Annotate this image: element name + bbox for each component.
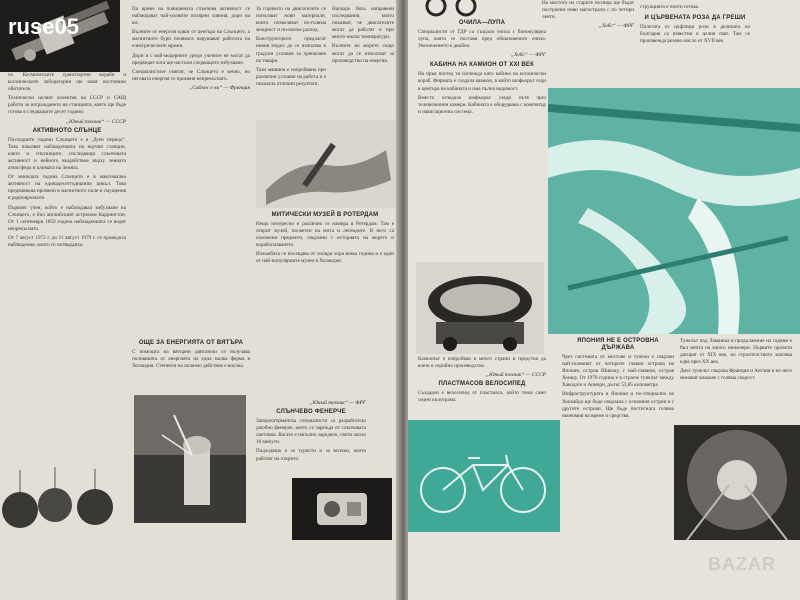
bicycle-photo [408, 420, 560, 532]
left-col3-p1: За горивото на двигателите се използват нови материали, които позволяват по-голяма мощност и по-малък разход. [256, 6, 326, 34]
right-page [408, 0, 800, 600]
tunnel-photo [674, 425, 800, 540]
right-col-5 [680, 338, 792, 383]
right-col-2 [542, 0, 634, 30]
observatory-image [134, 395, 246, 523]
heading-solar-flashlight: СЛЪНЧЕВО ФЕНЕРЧЕ [276, 409, 346, 416]
heading-truck-cabin: КАБИНА НА КАМИОН ОТ XXI ВЕК [430, 62, 534, 69]
tunnel-image [674, 425, 800, 540]
left-col2-p3: Дори и с най-модерните уреди учените не могат да предвидят кога ще настъпи следващото избухване. [132, 52, 250, 66]
right-col1-signature1: „Хобс“ — ФРГ [510, 52, 546, 59]
watermark-text: ruse05 [8, 14, 79, 39]
aerial-bridge-photo [548, 88, 800, 334]
flashlight-article [256, 400, 366, 463]
spheres-photo [0, 455, 125, 545]
wind-energy-article [132, 340, 250, 370]
bazar-logo-text: BAZAR [708, 554, 776, 574]
glasses-photo [418, 0, 486, 18]
heading-red-rose: И ЦЪРВЕНАТА РОЗА ДА ГРЕШИ [644, 15, 746, 22]
right-col5-p2: Днес тунелът свързва Франция и Англия и по него минават влакове с голяма скорост. [680, 368, 792, 382]
heading-japan: ЯПОНИЯ НЕ Е ОСТРОВНА ДЪРЖАВА [577, 338, 659, 351]
right-col-3 [640, 4, 750, 45]
right-col-1 [418, 20, 546, 116]
left-col-4 [332, 6, 394, 65]
heading-active-sun: АКТИВНОТО СЛЪНЦЕ [32, 127, 102, 134]
left-col2-p4: Специалистите смятат, че Слънцето е вечно, но неговата енергия се променя непрекъснато. [132, 68, 250, 82]
heading-plastic-bicycle: ПЛАСТМАСОВ ВЕЛОСИПЕД [438, 381, 526, 388]
heading-mythical-museum: МИТИЧЕСКИ МУЗЕЙ В РОТЕРДАМ [271, 212, 379, 218]
watermark [8, 14, 79, 40]
left-col-1 [8, 72, 126, 249]
right-col1-p5: Създаден е велосипед от пластмаса, който тежи само седем килограма. [418, 390, 546, 404]
left-col4-p2: Вълните на морето също могат да се използват за производство на енергия. [332, 43, 394, 64]
museum-article [256, 212, 394, 266]
left-col1-signature: „Юный техник“ — СССР [66, 118, 126, 125]
truck-cabin-image [416, 262, 544, 354]
left-col2-p1: По време на повишената слънчева активност се наблюдават най-силните полярни сияния, дори на юг. [132, 6, 250, 27]
left-col4-p4: Изложбата се посещава от хиляди хора всяка година и е един от най-популярните музеи в Холандия. [256, 251, 394, 265]
observatory-photo [134, 395, 246, 523]
right-col3-p1: струкцията е почти готова. [640, 4, 700, 10]
left-col1-p2: Технически целият колектив на СССР и САЩ работи за изграждането на станцията, която ще бъде готова в следващите десет години. [8, 95, 126, 116]
right-col3-p2: Полетата от цъфтящи рози в долината на България са известни в целия свят. Там се произвежда розово масло от XVII век. [640, 24, 750, 45]
heading-wind-energy: ОЩЕ ЗА ЕНЕРГИЯТА ОТ ВЯТЪРА [138, 340, 244, 346]
left-col1-p1: се. Космическите транспортни кораби и космическите лаборатории ще имат постоянни обитатели. [8, 72, 126, 93]
bazar-logo [708, 554, 796, 584]
truck-cabin-photo [416, 262, 544, 354]
left-col4-p3: Нещо интересно и различно се намира в Ротердам. Там е открит музей, посветен на мита и легендите. В него са изложени предмети, свързани с историята на морето и корабоплаването. [256, 221, 394, 249]
left-col1-p3: Последните години Слънцето е в „буен период“. Това показват наблюденията на научни станции, както и спътниците, изследващи слънчевата активност и нейното въздействие върху земната атмосфера и климата на Земята. [8, 136, 126, 172]
aerial-bridge-image [548, 88, 800, 334]
flashlight-photo [292, 478, 392, 540]
right-col1-p1: Специалисти от ГДР са създали очила с бинокулярна лупа, която се поставя пред обикновените очила. Увеличението е двойно. [418, 29, 546, 50]
hand-pen-image [256, 120, 396, 208]
left-col2-p5: С помощта на вятърни двигатели се получава половината от енергията на една малка ферма в Холандия. Степента на полезно действие е висока. [132, 349, 250, 370]
right-col1-p2: На пръв поглед тя изглежда като кабина на космически кораб. Фирмата е създала камион, в който шофьорът седи в центъра на кабината и има пълна видимост. [418, 71, 546, 92]
right-col2-signature: „Хобс“ — ФРГ [598, 23, 634, 30]
left-col3-signature: „Юный техник“ — ФРГ [309, 400, 366, 406]
hand-pen-photo [256, 120, 396, 208]
left-col1-p5: Първият учен, който е наблюдавал избухване на Слънцето, е бил английският астроном Каррингтон. От 1 септември 1859 година наблюденията се водят непрекъснато. [8, 204, 126, 232]
heading-glasses-magnifier: ОЧИЛА—ЛУПА [458, 20, 506, 26]
left-col4-p1: Наскоро бяха направени изследвания, които показват, че двигателите могат да работят и при много ниски температури. [332, 6, 394, 41]
left-col2-signature: „Сайънс е ви“ — Франция [189, 84, 250, 91]
left-col-3 [256, 6, 326, 88]
right-col4-p2: Инфраструктурата в Япония и по-специално на Хоккайдо ще бъде свързана с основния остров и с другите острови. Ще бъде постигната голяма икономия на време и средства. [562, 391, 674, 419]
left-col-2 [132, 6, 250, 92]
left-col3-p3: Тази машина е изпробвана при различни условия на работа и е показала отлични резултати. [256, 66, 326, 87]
right-col1-p4: Камионът е изпробван в много страни и предстои да влезе в серийно производство. [418, 356, 546, 370]
left-col1-p4: От миналата година Слънцето е в максимална активност на единадесетгодишния цикъл. Това предизвиква промени в магнитното поле и смущения в радиовръзките. [8, 174, 126, 202]
right-col5-p1: Тунелът под Ламанша в продължение на години е бил мечта на много инженери. Първите проекти датират от XIX век, но строителството започва едва през XX век. [680, 338, 792, 366]
left-col2-p2: Вълните от енергия идват от центъра на Слънцето, а магнитните бури понякога нарушават работата на електрическите мрежи. [132, 29, 250, 50]
right-col2-p1: На мястото на старите пътища ще бъдат построени нови магистрали с по четири ленти. [542, 0, 634, 21]
right-col4-p1: Чрез системата от мостове и тунели е свързан най-големият от четирите главни острова на Япония, остров Шикоку, с най-главния, остров Хоншу. От 1978 година е в строеж тунелът между Хакодате и Аомори, дълъг 53,85 километра. [562, 354, 674, 389]
left-col3-p2: Конструкторите предлагат новия модел да се използва в градски условия за пренасяне на товари. [256, 36, 326, 64]
right-col1-signature2: „Юный техник“ — СССР [486, 372, 546, 379]
right-col1-p3: Вместо огледала шофьорът следи пътя чрез телевизионни камери. Кабината е оборудвана с компютър и навигационна система. [418, 94, 546, 115]
left-col1-p6: От 7 август 1972 г. до 11 август 1979 г. се проведоха наблюдения, които го потвърдиха. [8, 234, 126, 248]
spheres-image [0, 455, 125, 545]
flashlight-image [292, 478, 392, 540]
right-col-4 [562, 338, 674, 420]
left-col3-p4: Западногерманска специалисти са разработили джобно фенерче, което се зарежда от слънчевата светлина. Когато е напълно заредено, свети около 10 минути. [256, 418, 366, 446]
bicycle-image [408, 420, 560, 532]
left-col3-p5: Подходящо е за туристи и за всички, които работят на открито. [256, 448, 366, 462]
bicycle-article [418, 356, 546, 404]
glasses-image [418, 0, 486, 18]
